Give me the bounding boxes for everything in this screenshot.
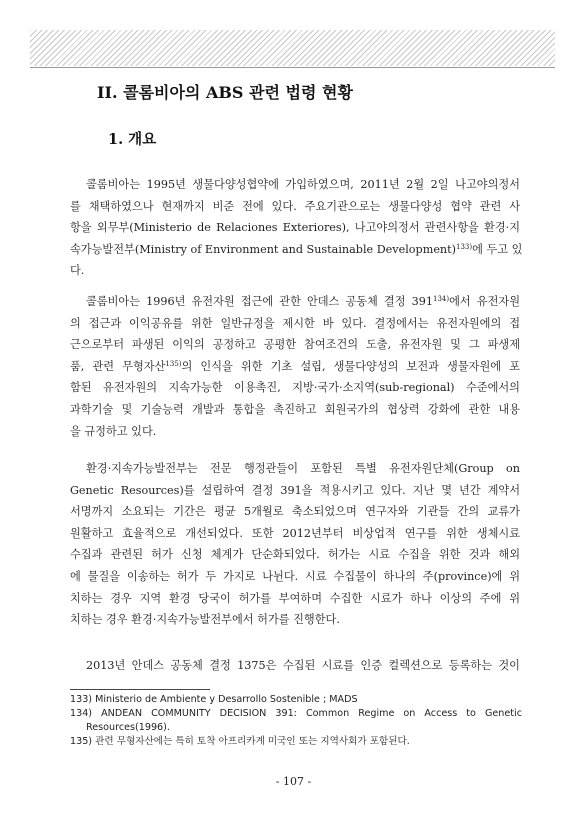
paragraph-line: 2013년 안데스 공동체 결정 1375은 수집된 시료를 인증 컬렉션으로 등록하는 것이 (86, 659, 520, 672)
line-text: 속가능발전부(Ministry of Environment and Sustainable Development) (70, 242, 457, 256)
footnote-separator (70, 689, 210, 690)
paragraph-line: 함된 유전자원의 지속가능한 이용촉진, 지방·국가·소지역(sub-regional) 수준에서의 (70, 381, 520, 395)
header-hatch-band (30, 30, 555, 66)
paragraph-line: 를 채택하였으나 현재까지 비준 전에 있다. 주요기관으로는 생물다양성 협약 관련 사 (70, 199, 520, 213)
paragraph-line: 수집과 관련된 허가 신청 체계가 단순화되었다. 허가는 시료 수집을 위한 것과 해외 (70, 548, 520, 562)
paragraph-line: 항을 외무부(Ministerio de Relaciones Exteriores), 나고야의정서 관련사항을 환경·지 (70, 221, 520, 235)
paragraph-line: 근으로부터 파생된 이익의 공정하고 공평한 참여조건의 도출, 유전자원 및 그 파생제 (70, 338, 520, 352)
chapter-title: II. 콜롬비아의 ABS 관련 법령 현황 (97, 83, 353, 102)
paragraph-line-with-footnote (70, 239, 523, 261)
paragraph-line-with-footnote (70, 356, 520, 378)
line-text: 품, 관련 무형자산 (70, 359, 166, 373)
footnote-ref-134[interactable]: 134) (432, 295, 450, 303)
paragraph-4 (70, 655, 520, 677)
paragraph-line: 서명까지 소요되는 기간은 평균 5개월로 축소되었으며 연구자와 기관들 간의 교류가 (70, 505, 520, 519)
paragraph-3 (70, 458, 520, 631)
paragraph-line: 을 규정하고 있다. (70, 424, 157, 438)
footnote-line: 133) Ministerio de Ambiente y Desarrollo Sostenible ; MADS (70, 694, 358, 705)
footnote-line: 135) 관련 무형자산에는 특히 토착 아프리카계 미국인 또는 지역사회가 포함된다. (70, 736, 410, 747)
paragraph-line: 환경·지속가능발전부는 전문 행정관들이 포함된 특별 유전자원단체(Group on (86, 462, 520, 475)
line-text: 의 인식을 위한 기초 설립, 생물다양성의 보전과 생물자원에 포 (181, 359, 520, 373)
paragraph-line: 의 접근과 이익공유를 위한 일반규정을 제시한 바 있다. 결정에서는 유전자원에의 접 (70, 316, 520, 330)
line-text: 콜롬비아는 1996년 유전자원 접근에 관한 안데스 공동체 결정 391 (86, 295, 433, 308)
header-rule (30, 67, 555, 68)
paragraph-line: 에 물질을 이송하는 허가 두 가지로 나뉜다. 시료 수집물이 하나의 주(province)에 위 (70, 569, 520, 583)
paragraph-line: 원활하고 효율적으로 개선되었다. 또한 2012년부터 비상업적 연구를 위한 생체시료 (70, 526, 520, 540)
footnote-133 (70, 693, 522, 707)
paragraph-line: 치하는 경우 지역 환경 당국이 허가를 부여하며 수집한 시료가 하나 이상의 주에 위 (70, 591, 520, 605)
paragraph-line-with-footnote (70, 291, 520, 313)
page-number: - 107 - (275, 775, 312, 788)
footnote-134 (70, 707, 522, 734)
paragraph-line: 다. (70, 264, 85, 278)
paragraph-1 (70, 174, 523, 282)
line-text: 에서 유전자원 (449, 295, 520, 308)
paragraph-line: 치하는 경우 환경·지속가능발전부에서 허가를 진행한다. (70, 613, 340, 627)
paragraph-line: 과학기술 및 기술능력 개발과 통합을 촉진하고 회원국가의 협상력 강화에 관한 내용 (70, 402, 520, 416)
paragraph-line: Genetic Resources)를 설립하여 결정 391을 적용시키고 있다. 지난 몇 년간 계약서 (70, 483, 520, 497)
footnote-135 (70, 735, 522, 749)
paragraph-2 (70, 291, 520, 442)
footnote-ref-135[interactable]: 135) (165, 359, 182, 368)
line-text: 에 두고 있 (472, 242, 523, 256)
footnote-line: Resources(1996). (86, 721, 170, 733)
footnote-ref-133[interactable]: 133) (456, 242, 473, 251)
section-title: 1. 개요 (108, 131, 157, 148)
paragraph-line: 콜롬비아는 1995년 생물다양성협약에 가입하였으며, 2011년 2월 2일 나고야의정서 (86, 178, 520, 191)
footnote-line: 134) ANDEAN COMMUNITY DECISION 391: Common Regime on Access to Genetic (70, 708, 522, 719)
